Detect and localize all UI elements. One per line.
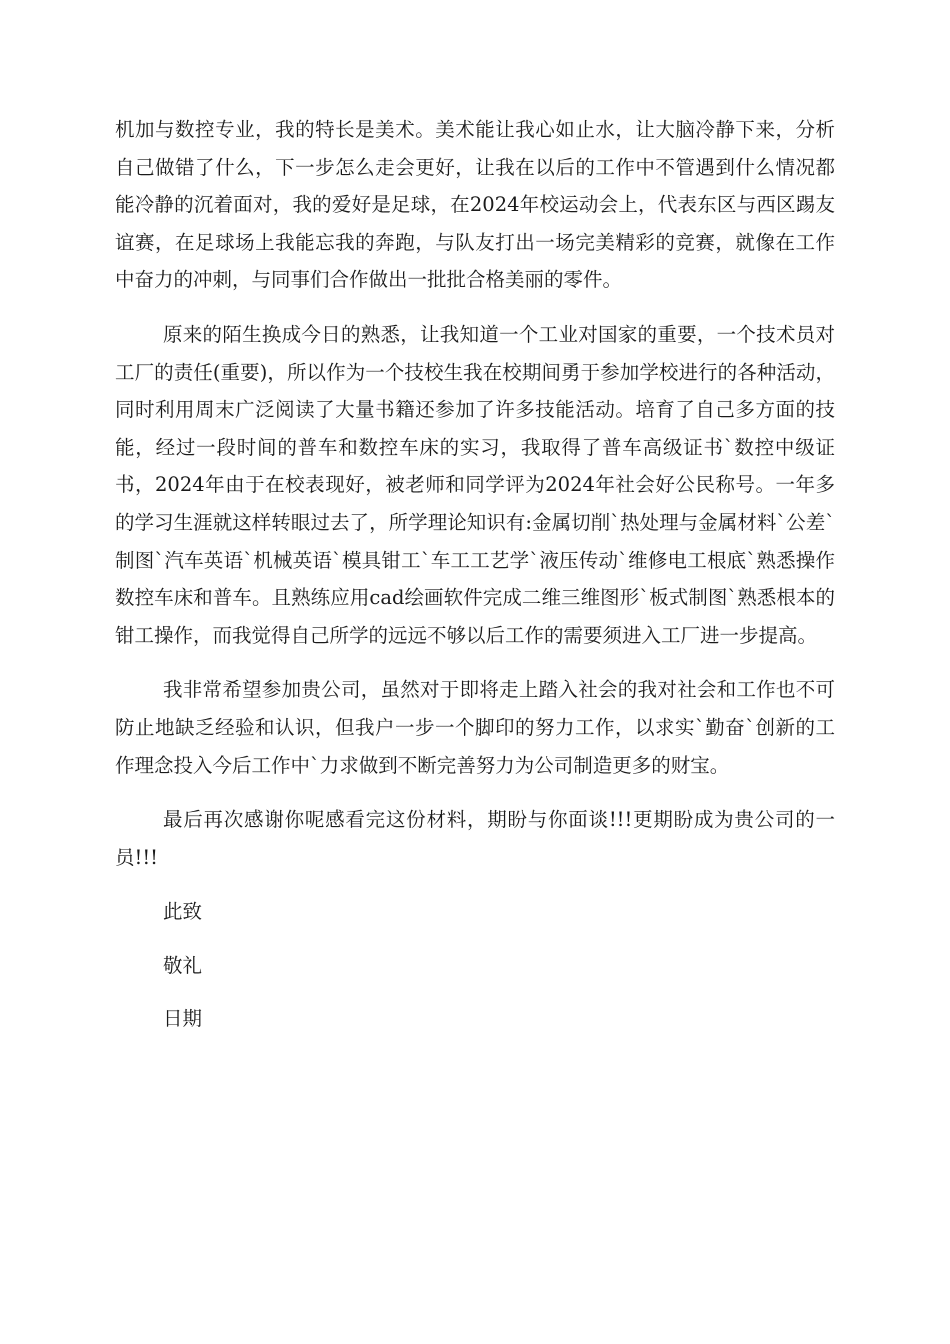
closing-date: 日期 (163, 1007, 203, 1031)
closing-regards: 敬礼 (163, 953, 203, 977)
paragraph-hobbies: 机加与数控专业，我的特长是美术。美术能让我心如止水，让大脑冷静下来，分析自己做错了什么，下一步怎么走会更好，让我在以后的工作中不管遇到什么情况都能冷静的沉着面对，我的爱好是足球，在2024年校运动会上，代表东区与西区踢友谊赛，在足球场上我能忘我的奔跑，与队友打出一场完美精彩的竞赛，就像在工作中奋力的冲刺，与同事们合作做出一批批合格美丽的零件。 (115, 118, 835, 292)
paragraph-studies: 原来的陌生换成今日的熟悉，让我知道一个工业对国家的重要，一个技术员对工厂的责任(重要)，所以作为一个技校生我在校期间勇于参加学校进行的各种活动，同时利用周末广泛阅读了大量书籍还参加了许多技能活动。培育了自己多方面的技能，经过一段时间的普车和数控车床的实习，我取得了普车高级证书`数控中级证书，2024年由于在校表现好，被老师和同学评为2024年社会好公民称号。一年多的学习生涯就这样转眼过去了，所学理论知识有:金属切削`热处理与金属材料`公差`制图`汽车英语`机械英语`模具钳工`车工工艺学`液压传动`维修电工根底`熟悉操作数控车床和普车。且熟练应用cad绘画软件完成二维三维图形`板式制图`熟悉根本的钳工操作，而我觉得自己所学的远远不够以后工作的需要须进入工厂进一步提高。 (115, 322, 835, 647)
paragraph-thanks: 最后再次感谢你呢感看完这份材料，期盼与你面谈!!!更期盼成为贵公司的一员!!! (115, 808, 835, 869)
document-page (115, 111, 835, 1038)
closing-salutation: 此致 (163, 900, 203, 924)
paragraph-application: 我非常希望参加贵公司，虽然对于即将走上踏入社会的我对社会和工作也不可防止地缺乏经验和认识，但我户一步一个脚印的努力工作，以求实`勤奋`创新的工作理念投入今后工作中`力求做到不断完善努力为公司制造更多的财宝。 (115, 678, 835, 777)
